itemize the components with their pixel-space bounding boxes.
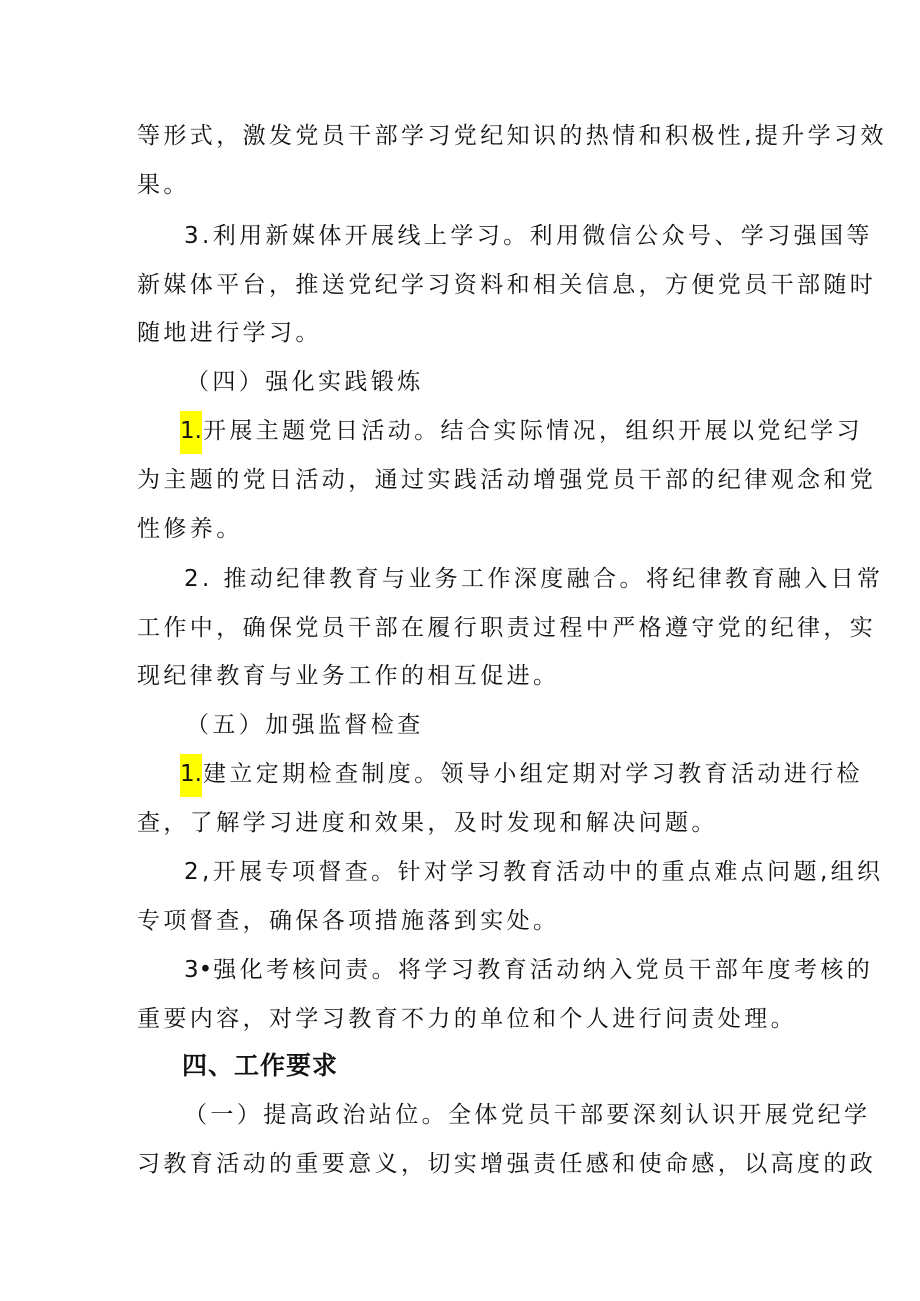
body-text-line: 等形式，激发党员干部学习党纪知识的热情和积极性,提升学习效 — [137, 123, 887, 149]
body-text-line: 3.利用新媒体开展线上学习。利用微信公众号、学习强国等 — [184, 223, 873, 249]
body-text-line: 2. 推动纪律教育与业务工作深度融合。将纪律教育融入日常 — [184, 566, 884, 592]
body-text-line: 现纪律教育与业务工作的相互促进。 — [137, 663, 560, 689]
numbered-paragraph-line — [180, 416, 863, 454]
section-subheading: （四）强化实践锻炼 — [186, 369, 424, 395]
highlighted-item-number: 1. — [180, 411, 202, 454]
highlighted-item-number: 1. — [180, 754, 202, 797]
body-text-line: 重要内容，对学习教育不力的单位和个人进行问责处理。 — [137, 1006, 797, 1032]
section-subheading: （五）加强监督检查 — [186, 712, 424, 738]
body-text-line: 新媒体平台，推送党纪学习资料和相关信息，方便党员干部随时 — [137, 272, 877, 298]
body-text-line: 果。 — [137, 172, 190, 198]
body-text-segment: 开展主题党日活动。结合实际情况，组织开展以党纪学习 — [202, 418, 863, 444]
body-text-line: 习教育活动的重要意义，切实增强责任感和使命感，以高度的政 — [137, 1151, 877, 1177]
body-text-segment: 建立定期检查制度。领导小组定期对学习教育活动进行检 — [202, 761, 863, 787]
body-text-line: 性修养。 — [137, 516, 243, 542]
body-text-line: （一）提高政治站位。全体党员干部要深刻认识开展党纪学 — [184, 1102, 871, 1128]
item-number: 3• — [184, 957, 213, 983]
body-text-segment: 强化考核问责。将学习教育活动纳入党员干部年度考核的 — [213, 957, 874, 983]
body-text-line: 查，了解学习进度和效果，及时发现和解决问题。 — [137, 810, 718, 836]
body-text-line: 为主题的党日活动，通过实践活动增强党员干部的纪律观念和党 — [137, 467, 877, 493]
numbered-paragraph-line — [180, 759, 863, 797]
section-heading: 四、工作要求 — [182, 1051, 339, 1080]
body-text-line: 随地进行学习。 — [137, 320, 322, 346]
numbered-paragraph-line — [184, 955, 873, 985]
body-text-line: 2,开展专项督查。针对学习教育活动中的重点难点问题,组织 — [184, 859, 884, 885]
body-text-line: 专项督查，确保各项措施落到实处。 — [137, 908, 560, 934]
body-text-line: 工作中，确保党员干部在履行职责过程中严格遵守党的纪律，实 — [137, 615, 877, 641]
